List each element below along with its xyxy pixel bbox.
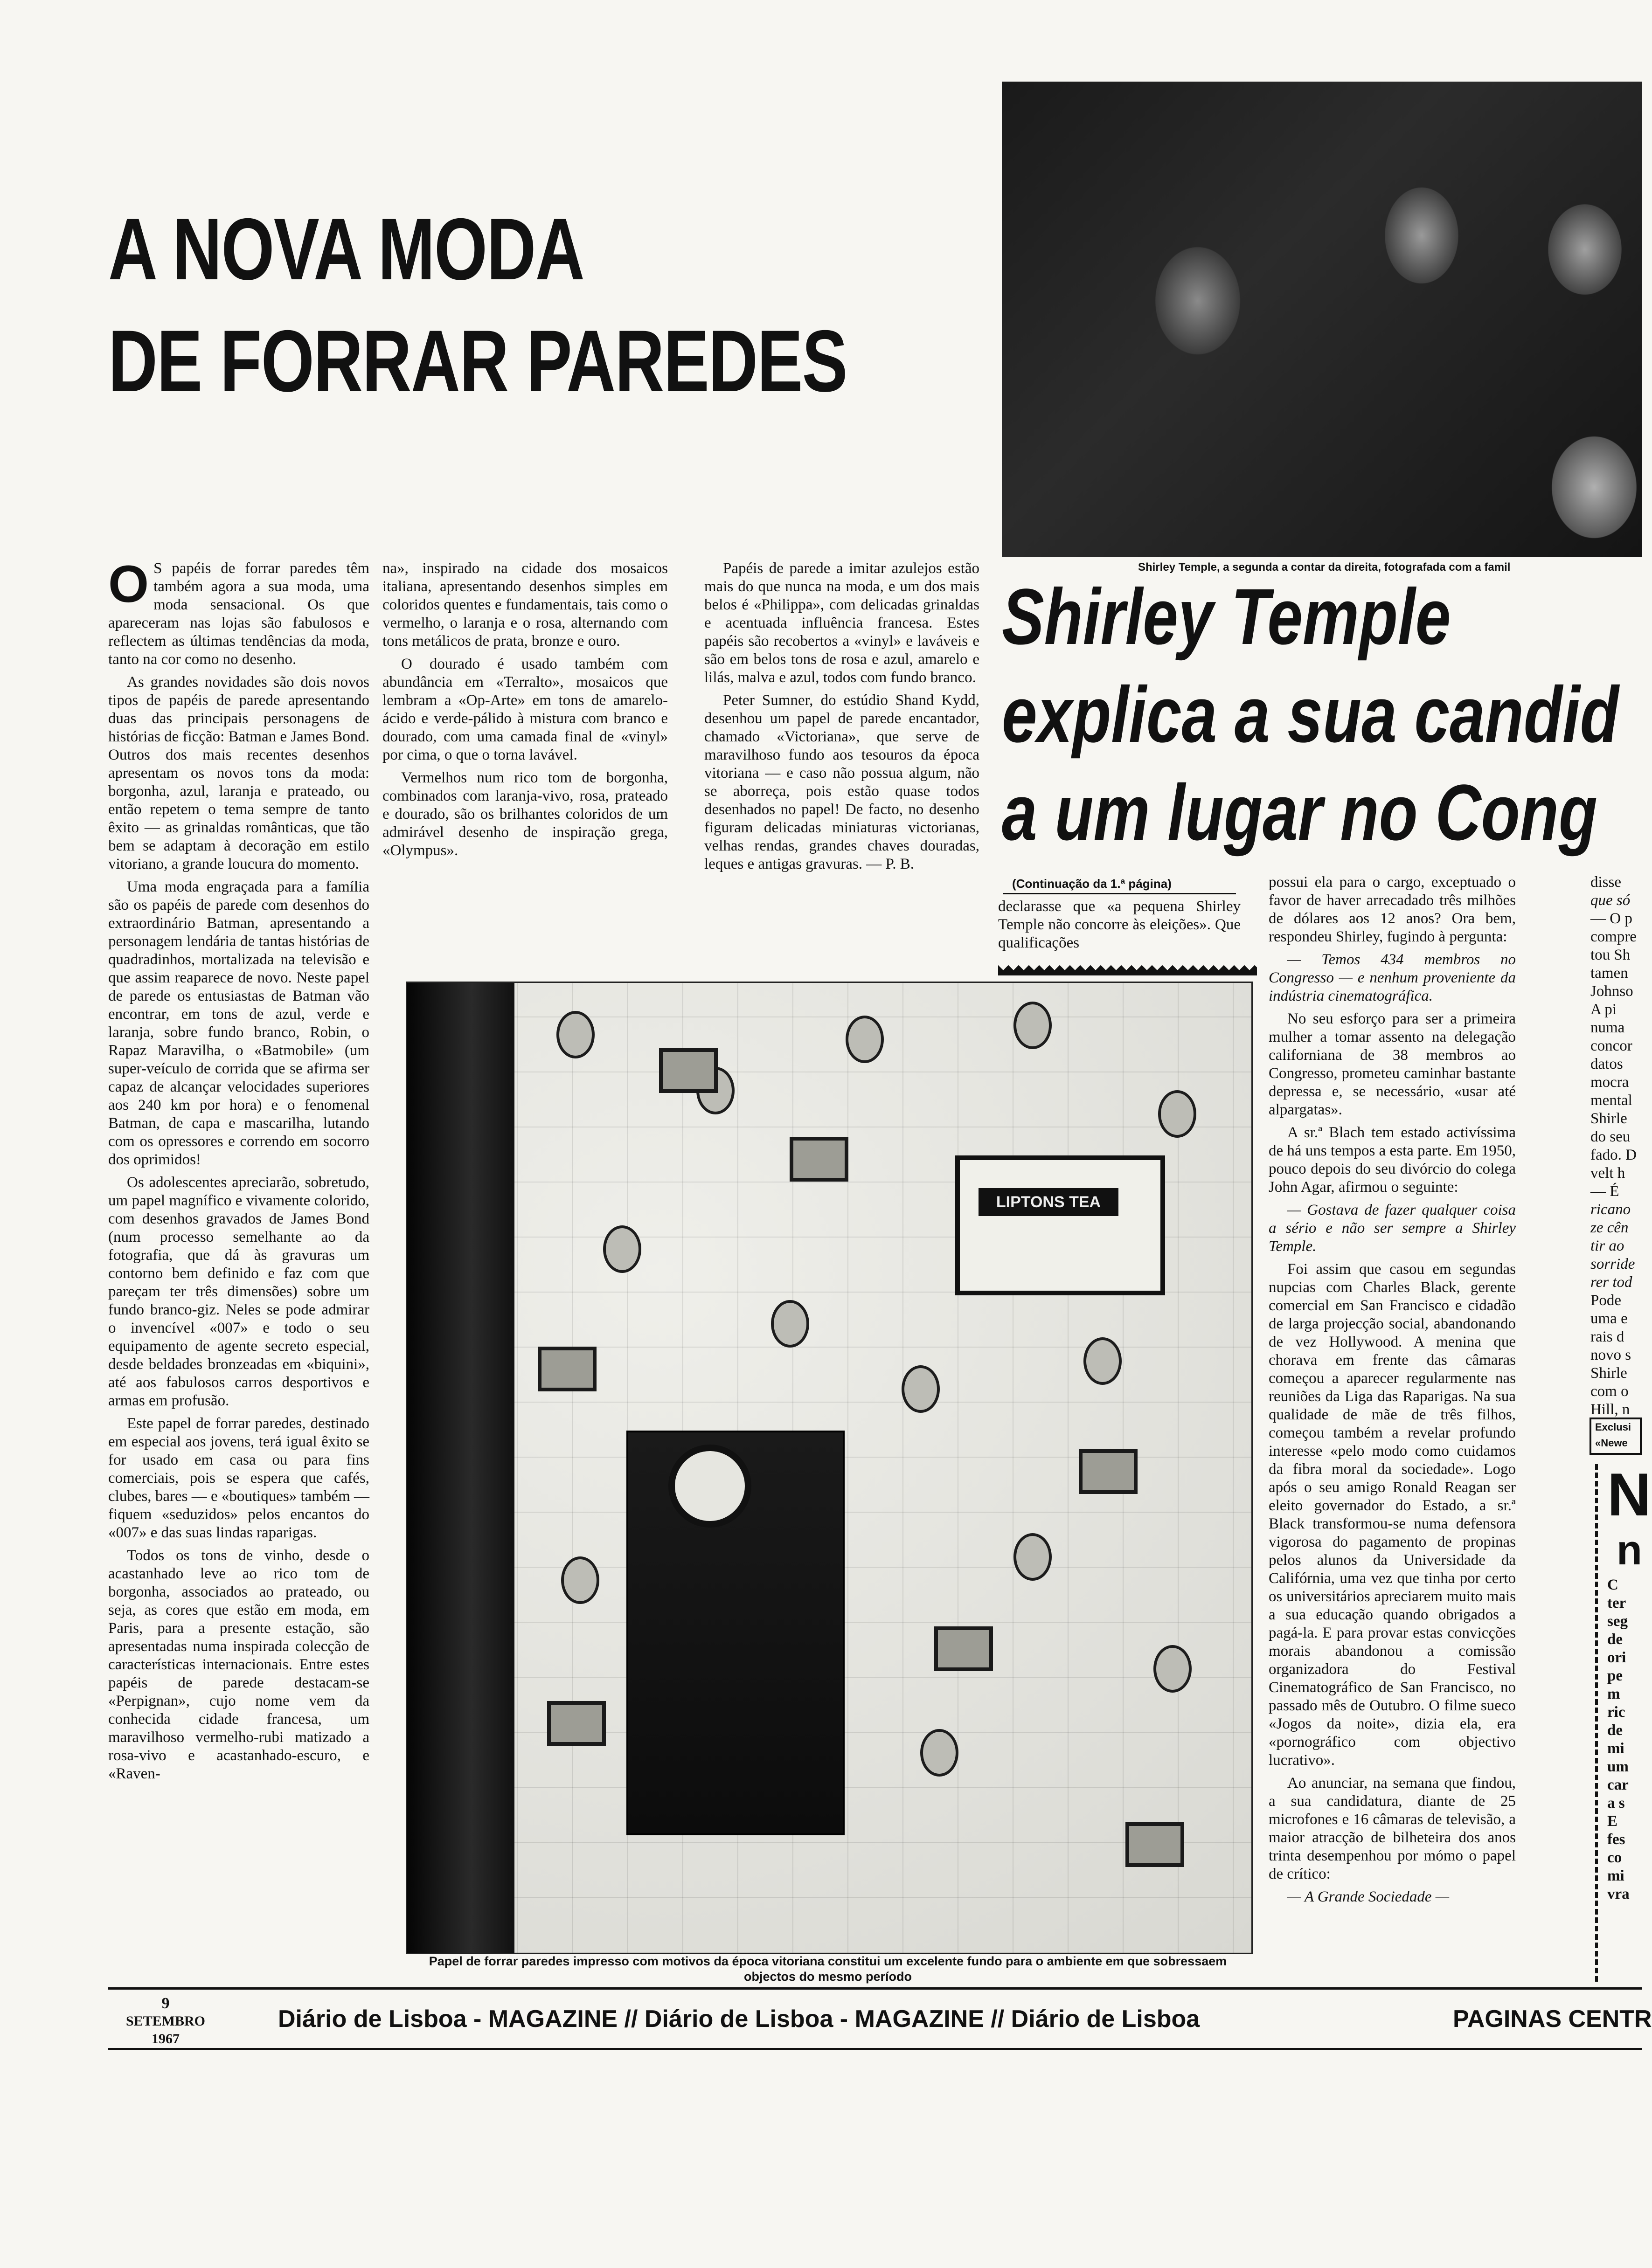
footer-pages-label: PAGINAS CENTR bbox=[1453, 2005, 1652, 2033]
cameo-motif bbox=[902, 1365, 940, 1413]
side-heading-n2: n bbox=[1617, 1527, 1642, 1574]
paragraph: — A Grande Sociedade — bbox=[1287, 1888, 1450, 1905]
paragraph: Uma moda engraçada para a família são os papéis de parede com desenhos do extraordinário Batman, apresentando a personagem lendária de tantas histórias de quadradinhos, mortalizada na televisão e que assim reaparece de novo. Neste papel de parede os entusiastas de Batman vão encontrar, em tons de azul, verde e laranja, sobre fundo branco, Robin, o Rapaz Maravilha, o «Batmobile» (um super-veículo de corrida que se afirma ser capaz de alcançar velocidades superiores aos 240 km por hora) e o fenomenal Batman, de capa e mascarilha, lutando com os opressores e correndo em socorro dos oprimidos! bbox=[108, 878, 369, 1168]
text-fragment: Hill, n bbox=[1590, 1401, 1630, 1418]
text-fragment: mental bbox=[1590, 1092, 1632, 1109]
exclusive-line: «Newe bbox=[1595, 1437, 1628, 1449]
text-fragment: novo s bbox=[1590, 1347, 1631, 1363]
text-fragment: ze cên bbox=[1590, 1219, 1629, 1236]
text-fragment: do seu bbox=[1590, 1128, 1631, 1145]
text-fragment: E bbox=[1607, 1813, 1618, 1830]
framed-print-motif bbox=[1125, 1822, 1184, 1867]
paragraph: No seu esforço para ser a primeira mulher a tomar assento na delegação californiana de 38 membros ao Congresso, prometeu caminhar bastante depressa e, se necessário, «usar até alpargatas». bbox=[1269, 1010, 1516, 1118]
paragraph: Os adolescentes apreciarão, sobretudo, um papel magnífico e vivamente colorido, com desenhos gravados de James Bond (num processo semelhante ao da fotografia, que dá às gravuras um contorno bem definido e faz com que pareçam ter três dimensões) sobre um fundo branco-giz. Neles se pode admirar o invencível «007» e todo o seu equipamento de agente secreto especial, desde beldades bronzeadas em «biquini», até aos fabulosos carros desportivos e armas em profusão. bbox=[108, 1174, 369, 1409]
cameo-motif bbox=[1013, 1002, 1052, 1049]
text-fragment: rer tod bbox=[1590, 1274, 1632, 1291]
cameo-motif bbox=[556, 1011, 595, 1058]
cameo-motif bbox=[1158, 1090, 1196, 1138]
shirley-temple-photo bbox=[1002, 82, 1642, 557]
paragraph: — Gostava de fazer qualquer coisa a sério e não ser sempre a Shirley Temple. bbox=[1269, 1202, 1516, 1255]
text-fragment: concor bbox=[1590, 1037, 1632, 1054]
text-fragment: com o bbox=[1590, 1383, 1629, 1400]
text-fragment: que só bbox=[1590, 892, 1631, 909]
headline-line1: A NOVA MODA bbox=[108, 200, 584, 298]
text-fragment: mi bbox=[1607, 1867, 1624, 1884]
text-fragment: rais d bbox=[1590, 1328, 1624, 1345]
text-fragment: tamen bbox=[1590, 965, 1628, 982]
text-fragment: vra bbox=[1607, 1886, 1630, 1902]
text-fragment: velt h bbox=[1590, 1165, 1625, 1182]
paragraph: Foi assim que casou em segundas nupcias com Charles Black, gerente comercial em San Francisco e cidadão de larga projecção social, abandonando de vez Hollywood. A menina que chorava em frente das câmaras começou a aparecer regularmente nas reuniões da Liga das Raparigas. Na sua qualidade de mãe de três filhos, começou também a revelar profundo interesse «pelo modo como cuidamos da fibra moral da sociedade». Logo após o seu amigo Ronald Reagan ser eleito governador do Estado, a sr.ª Black transformou-se numa defensora vigorosa do pagamento de propinas pelos alunos da Universidade da Califórnia, uma vez que tinha por certo os universitários apreciarem muito mais a sua educação quando obrigados a pagá-la. E para provar estas convicções morais abandonou a comissão organizadora do Festival Cinematográfico de San Francisco, no passado mês de Outubro. O filme sueco «Jogos da noite», dizia ela, era «pornográfico com objectivo lucrativo». bbox=[1269, 1261, 1516, 1769]
article-column-2 bbox=[382, 560, 668, 993]
shirley-column-1 bbox=[998, 898, 1241, 954]
text-fragment: Johnso bbox=[1590, 983, 1633, 1000]
shirley-photo-caption: Shirley Temple, a segunda a contar da direita, fotografada com a famil bbox=[1138, 561, 1511, 574]
side-heading-n: N bbox=[1607, 1460, 1651, 1528]
text-fragment: pe bbox=[1607, 1667, 1623, 1684]
framed-print-motif bbox=[934, 1626, 993, 1671]
text-fragment: m bbox=[1607, 1686, 1620, 1702]
shirley-column-3 bbox=[1590, 873, 1642, 1418]
shirley-headline-line3: a um lugar no Cong bbox=[1002, 768, 1597, 857]
paragraph: Vermelhos num rico tom de borgonha, combinados com laranja-vivo, rosa, prateado e dourado, são os brilhantes coloridos de um admirável desenho de inspiração grega, «Olympus». bbox=[382, 769, 668, 859]
text-fragment: Pode bbox=[1590, 1292, 1621, 1309]
text-fragment: numa bbox=[1590, 1019, 1625, 1036]
continuation-note: (Continuação da 1.ª página) bbox=[1012, 877, 1172, 891]
wallpaper-photo bbox=[406, 982, 1253, 1954]
text-fragment: de bbox=[1607, 1722, 1623, 1739]
exclusive-box bbox=[1590, 1418, 1642, 1455]
text-fragment: mi bbox=[1607, 1740, 1624, 1757]
text-fragment: ricano bbox=[1590, 1201, 1631, 1218]
framed-print-motif bbox=[547, 1701, 606, 1746]
text-fragment: uma e bbox=[1590, 1310, 1628, 1327]
footer-date-day: 9 bbox=[161, 1995, 170, 2012]
text-fragment: A pi bbox=[1590, 1001, 1617, 1018]
text-fragment: ter bbox=[1607, 1595, 1626, 1611]
cameo-motif bbox=[771, 1300, 809, 1348]
cameo-motif bbox=[1083, 1337, 1122, 1385]
paragraph: Papéis de parede a imitar azulejos estão mais do que nunca na moda, e um dos mais belos é «Philippa», com delicadas grinaldas e acentuada influência francesa. Estes papéis são recobertos a «vinyl» e laváveis e são em belos tons de rosa e azul, amarelo e lilás, malva e azul, todos com fundo branco. bbox=[704, 560, 979, 686]
paragraph: Ao anunciar, na semana que findou, a sua candidatura, diante de 25 microfones e 16 câmaras de televisão, a maior atracção de bilheteira dos anos trinta desempenhou por mómo o papel de crítico: bbox=[1269, 1775, 1516, 1882]
shirley-headline bbox=[1002, 573, 1642, 866]
framed-print-motif bbox=[538, 1347, 597, 1391]
paragraph: S papéis de forrar paredes têm também agora a sua moda, uma moda sensacional. Os que apareceram nas lojas são fabulosos e reflectem as últimas tendências da moda, tanto na cor como no desenho. bbox=[108, 560, 369, 668]
text-fragment: tir ao bbox=[1590, 1238, 1624, 1254]
paragraph: na», inspirado na cidade dos mosaicos italiana, apresentando desenhos simples em coloridos quentes e fundamentais, tais como o vermelho, o laranja e o rosa, alternando com tons metálicos de prata, bronze e ouro. bbox=[382, 560, 668, 650]
text-fragment: seg bbox=[1607, 1613, 1628, 1630]
text-fragment: disse bbox=[1590, 874, 1621, 891]
side-boxed-article bbox=[1595, 1460, 1651, 1982]
framed-print-motif bbox=[790, 1137, 848, 1182]
paragraph: Todos os tons de vinho, desde o acastanhado leve ao rico tom de borgonha, associados ao prateado, ou seja, as cores que estão em moda, em Paris, para a presente estação, são apresentadas numa inspirada colecção de características internacionais. Entre estes papéis de parede destacam-se «Perpignan», cujo nome vem da conhecida cidade francesa, um maravilhoso vermelho-rubi matizado a rosa-vivo e acastanhado-escuro, e «Raven- bbox=[108, 1547, 369, 1782]
paragraph: Este papel de forrar paredes, destinado em especial aos jovens, terá igual êxito se for usado em casa ou para fins comerciais, pois se espera que cafés, clubes, bares — e «boutiques» também — fiquem «seduzidos» pelos encantos do «007» e das suas lindas raparigas. bbox=[108, 1415, 369, 1541]
shirley-column-2 bbox=[1269, 873, 1516, 1974]
cameo-motif bbox=[1013, 1533, 1052, 1581]
curtain bbox=[407, 983, 514, 1953]
text-fragment: mocra bbox=[1590, 1074, 1629, 1091]
text-fragment: fado. D bbox=[1590, 1147, 1637, 1163]
text-fragment: compre bbox=[1590, 928, 1637, 945]
paragraph: As grandes novidades são dois novos tipos de papéis de parede apresentando duas das principais personagens de histórias de ficção: Batman e James Bond. Outros dos mais recentes desenhos apresentam os novos tons da moda: borgonha, azul, laranja e prateado, ou então repetem o tema sempre de tanto êxito — as grinaldas românticas, que tão bem se adaptam à decoração em estilo vitoriano, a grande loucura do momento. bbox=[108, 674, 369, 872]
text-fragment: de bbox=[1607, 1631, 1623, 1648]
cameo-motif bbox=[920, 1729, 958, 1777]
shirley-headline-line1: Shirley Temple bbox=[1002, 573, 1451, 661]
text-fragment: — O p bbox=[1590, 910, 1632, 927]
side-fragments bbox=[1598, 1576, 1645, 1903]
text-fragment: Shirle bbox=[1590, 1110, 1627, 1127]
text-fragment: um bbox=[1607, 1758, 1629, 1775]
shirley-headline-line2: explica a sua candid bbox=[1002, 671, 1619, 759]
paragraph: possui ela para o cargo, exceptuado o favor de haver arrecadado três milhões de dólares aos 12 anos? Ora bem, respondeu Shirley, fugindo à pergunta: bbox=[1269, 874, 1516, 945]
text-fragment: Shirle bbox=[1590, 1365, 1627, 1382]
paragraph: A sr.ª Blach tem estado activíssima de há uns tempos a esta parte. Em 1950, pouco depois do seu divórcio do colega John Agar, afirmou o seguinte: bbox=[1269, 1124, 1516, 1196]
article-column-1 bbox=[108, 555, 369, 1977]
divider bbox=[1003, 893, 1236, 894]
footer-date bbox=[112, 1995, 219, 2048]
paragraph: declarasse que «a pequena Shirley Temple não concorre às eleições». Que qualificações bbox=[998, 898, 1241, 951]
text-fragment: ric bbox=[1607, 1704, 1625, 1721]
cameo-motif bbox=[846, 1016, 884, 1063]
framed-print-motif bbox=[659, 1048, 718, 1093]
text-fragment: fes bbox=[1607, 1831, 1625, 1848]
text-fragment: co bbox=[1607, 1849, 1622, 1866]
footer-date-month: SETEMBRO bbox=[125, 2013, 206, 2029]
cameo-motif bbox=[603, 1225, 641, 1273]
text-fragment: tou Sh bbox=[1590, 947, 1631, 963]
paragraph: Peter Sumner, do estúdio Shand Kydd, desenhou um papel de parede encantador, chamado «Victoriana», que serve de maravilhoso fundo aos tesouros da época vitoriana — e caso não possua algum, não se aborreça, pois estão quase todos desenhados no papel! De facto, no desenho figuram delicadas miniaturas victorianas, velhas rendas, grandes chaves douradas, leques e antigas gravuras. — P. B. bbox=[704, 692, 979, 872]
mantel-clock bbox=[668, 1445, 751, 1528]
paragraph: — Temos 434 membros no Congresso — e nenhum proveniente da indústria cinematográfica. bbox=[1269, 951, 1516, 1004]
framed-print-motif bbox=[1079, 1449, 1138, 1494]
footer-date-year: 1967 bbox=[152, 2031, 180, 2047]
text-fragment: ori bbox=[1607, 1649, 1626, 1666]
footer-rule-top bbox=[108, 1987, 1642, 1990]
footer-rule-bottom bbox=[108, 2048, 1642, 2050]
text-fragment: sorride bbox=[1590, 1256, 1635, 1272]
text-fragment: — É bbox=[1590, 1183, 1619, 1200]
footer-masthead-strip: Diário de Lisboa - MAGAZINE // Diário de Lisboa - MAGAZINE // Diário de Lisboa bbox=[278, 2005, 1200, 2033]
cameo-motif bbox=[561, 1556, 599, 1604]
column-ornament bbox=[998, 965, 1257, 975]
tea-sign-label: LIPTONS TEA bbox=[979, 1188, 1118, 1216]
cameo-motif bbox=[1153, 1645, 1192, 1693]
text-fragment: a s bbox=[1607, 1795, 1625, 1812]
text-fragment: C bbox=[1607, 1577, 1618, 1593]
article-column-3 bbox=[704, 560, 979, 979]
tea-sign bbox=[955, 1155, 1165, 1295]
exclusive-line: Exclusi bbox=[1595, 1421, 1631, 1433]
wallpaper-photo-caption: Papel de forrar paredes impresso com motivos da época vitoriana constitui um excelente fundo para o ambiente em que sobressaem objectos do mesmo período bbox=[429, 1954, 1227, 1984]
drop-cap: O bbox=[108, 555, 149, 613]
paragraph: O dourado é usado também com abundância em «Terralto», mosaicos que lembram a «Op-Arte» em tons de amarelo-ácido e verde-pálido à mistura com branco e dourado, com uma camada final de «vinyl» por cima, o que o torna lavável. bbox=[382, 656, 668, 763]
text-fragment: datos bbox=[1590, 1056, 1623, 1072]
headline-line2: DE FORRAR PAREDES bbox=[108, 312, 847, 410]
text-fragment: car bbox=[1607, 1777, 1629, 1793]
